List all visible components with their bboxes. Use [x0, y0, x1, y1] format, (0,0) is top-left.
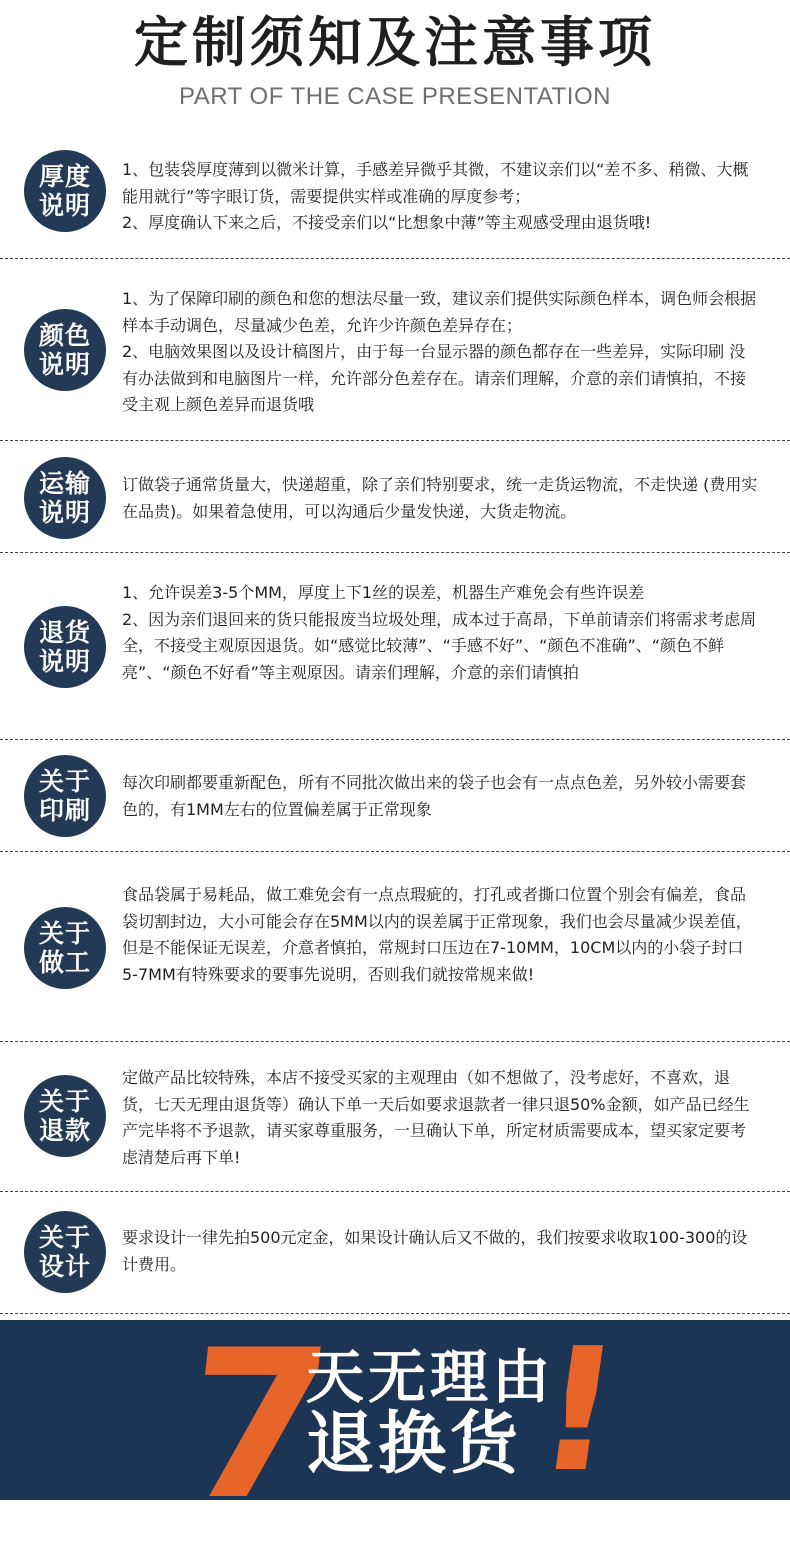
badge-line-1: 关于: [38, 1223, 91, 1252]
section-badge-design: [24, 1211, 106, 1293]
paragraph: 定做产品比较特殊，本店不接受买家的主观理由（如不想做了，没考虑好，不喜欢，退货，七天无理由退货等）确认下单一天后如要求退款者一律只退50%金额，如产品已经生产完毕将不予退款，请买家尊重服务，一旦确认下单，所定材质需要成本，望买家定要考虑清楚后再下单!: [122, 1068, 750, 1167]
section-badge-workmanship: [24, 907, 106, 989]
badge-line-2: 退款: [38, 1116, 91, 1145]
section-badge-refund: [24, 1075, 106, 1157]
paragraph: 2、因为亲们退回来的货只能报废当垃圾处理，成本过于高昂，下单前请亲们将需求考虑周全，不接受主观原因退货。如“感觉比较薄”、“手感不好”、“颜色不准确”、“颜色不鲜亮”、“颜色不好看”等主观原因。请亲们理解，介意的亲们请慎拍: [122, 609, 757, 682]
section-badge-printing: [24, 755, 106, 837]
section-badge-thickness: [24, 150, 106, 232]
badge-line-2: 设计: [38, 1252, 91, 1281]
section-text: [122, 770, 760, 823]
section-color: [0, 259, 790, 441]
section-text: [122, 882, 760, 988]
section-text: [122, 1225, 760, 1278]
banner-number-seven: 7: [173, 1307, 342, 1545]
badge-line-2: 说明: [38, 350, 91, 379]
page-header: [0, 0, 790, 128]
banner-line-1: 天无理由: [306, 1343, 555, 1411]
section-text: [122, 286, 760, 419]
section-text: [122, 472, 760, 525]
exclamation-icon: !: [526, 1312, 632, 1510]
page-subtitle: PART OF THE CASE PRESENTATION: [179, 83, 611, 110]
section-returns: [0, 553, 790, 740]
banner-line-2: 退换货: [306, 1405, 523, 1484]
badge-line-1: 厚度: [38, 162, 91, 191]
section-badge-shipping: [24, 457, 106, 539]
section-shipping: [0, 441, 790, 553]
paragraph: 食品袋属于易耗品，做工难免会有一点点瑕疵的，打孔或者撕口位置个别会有偏差，食品袋切割封边，大小可能会存在5MM以内的误差属于正常现象，我们也会尽量减少误差值，但是不能保证无误差，介意者慎拍，常规封口压边在7-10MM，10CM以内的小袋子封口 5-7MM有特殊要求的要事先说明，否则我们就按常规来做!: [122, 885, 752, 984]
section-badge-color: [24, 309, 106, 391]
return-policy-banner: [0, 1307, 790, 1545]
paragraph: 要求设计一律先拍500元定金，如果设计确认后又不做的，我们按要求收取100-300的设计费用。: [122, 1228, 748, 1274]
section-badge-returns: [24, 606, 106, 688]
paragraph: 2、厚度确认下来之后，不接受亲们以“比想象中薄”等主观感受理由退货哦!: [122, 213, 652, 232]
badge-line-2: 做工: [38, 948, 91, 977]
section-design: [0, 1192, 790, 1314]
paragraph: 2、电脑效果图以及设计稿图片，由于每一台显示器的颜色都存在一些差异，实际印刷 没有办法做到和电脑图片一样，允许部分色差存在。请亲们理解，介意的亲们请慎拍，不接受主观上颜色差异而退货哦: [122, 342, 747, 414]
badge-line-1: 退货: [38, 618, 91, 647]
section-refund: [0, 1042, 790, 1192]
section-text: [122, 1065, 760, 1171]
badge-line-1: 运输: [38, 469, 91, 498]
paragraph: 订做袋子通常货量大，快递超重，除了亲们特别要求，统一走货运物流，不走快递 (费用实在品贵)。如果着急使用，可以沟通后少量发快递，大货走物流。: [122, 475, 758, 521]
paragraph: 1、包装袋厚度薄到以微米计算，手感差异微乎其微，不建议亲们以“差不多、稍微、大概能用就行”等字眼订货，需要提供实样或准确的厚度参考；: [122, 160, 749, 206]
section-text: [122, 580, 760, 686]
section-text: [122, 157, 760, 237]
badge-line-2: 说明: [38, 498, 91, 527]
page-title: 定制须知及注意事项: [134, 11, 656, 74]
section-thickness: [0, 128, 790, 259]
badge-line-1: 颜色: [38, 321, 91, 350]
badge-line-1: 关于: [38, 767, 91, 796]
badge-line-2: 说明: [38, 191, 91, 220]
badge-line-1: 关于: [38, 919, 91, 948]
section-workmanship: [0, 852, 790, 1042]
paragraph: 1、为了保障印刷的颜色和您的想法尽量一致，建议亲们提供实际颜色样本，调色师会根据样本手动调色，尽量减少色差，允许少许颜色差异存在；: [122, 289, 757, 335]
section-printing: [0, 740, 790, 852]
badge-line-2: 印刷: [38, 796, 91, 825]
badge-line-2: 说明: [38, 647, 91, 676]
paragraph: 每次印刷都要重新配色，所有不同批次做出来的袋子也会有一点点色差，另外较小需要套色的，有1MM左右的位置偏差属于正常现象: [122, 773, 747, 819]
paragraph: 1、允许误差3-5个MM，厚度上下1丝的误差，机器生产难免会有些许误差: [122, 583, 645, 602]
badge-line-1: 关于: [38, 1087, 91, 1116]
